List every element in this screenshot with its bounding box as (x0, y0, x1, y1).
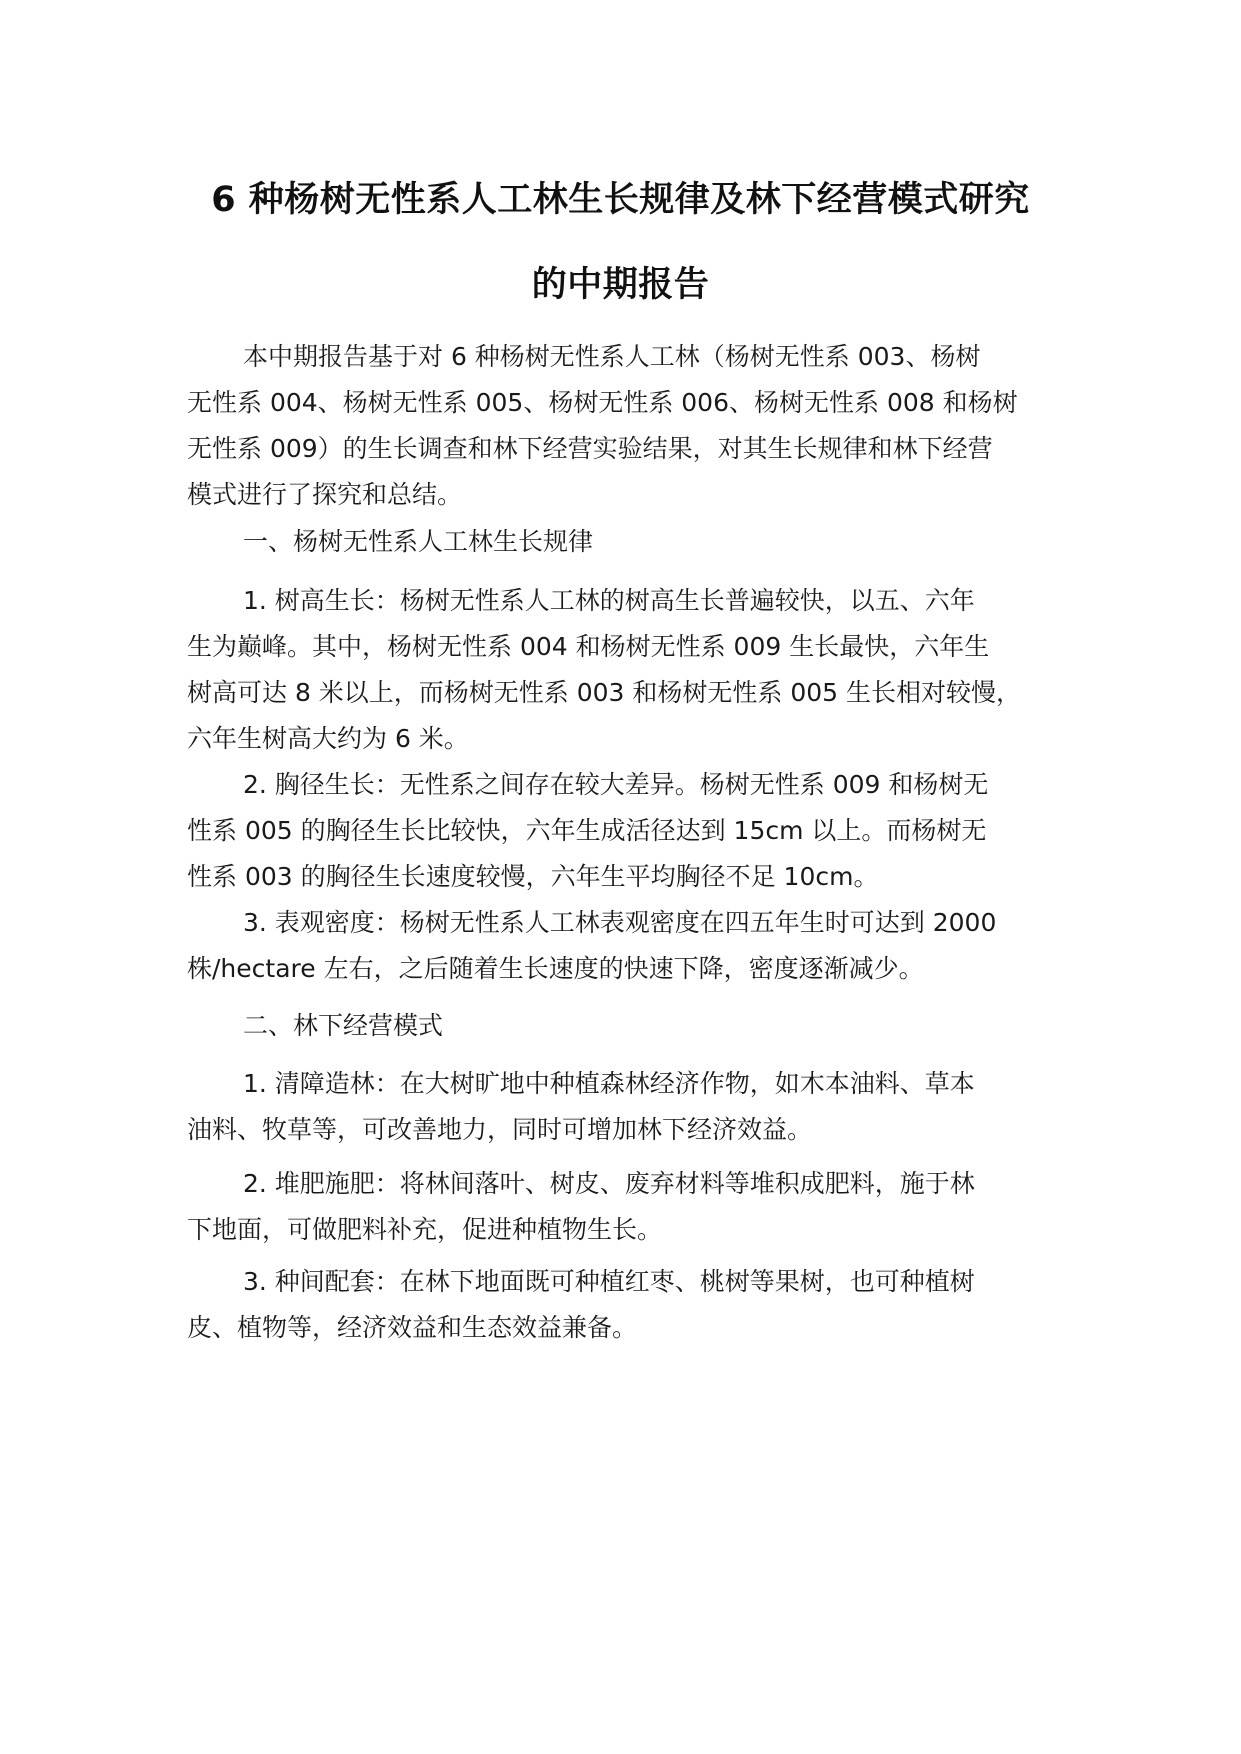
paragraph-line: 3. 表观密度：杨树无性系人工林表观密度在四五年生时可达到 2000 (243, 908, 997, 937)
paragraph-line: 树高可达 8 米以上，而杨树无性系 003 和杨树无性系 005 生长相对较慢， (187, 678, 1022, 707)
section-1-item-2 (187, 762, 1047, 900)
paragraph-line: 性系 005 的胸径生长比较快，六年生成活径达到 15cm 以上。而杨树无 (187, 816, 987, 845)
section-heading-text: 一、杨树无性系人工林生长规律 (243, 527, 594, 556)
intro-line: 本中期报告基于对 6 种杨树无性系人工林（杨树无性系 003、杨树 (243, 342, 981, 371)
paragraph-line: 生为巅峰。其中，杨树无性系 004 和杨树无性系 009 生长最快，六年生 (187, 632, 990, 661)
paragraph-line: 1. 清障造林：在大树旷地中种植森林经济作物，如木本油料、草本 (243, 1069, 975, 1098)
paragraph-line: 六年生树高大约为 6 米。 (187, 724, 469, 753)
document-title-line-1: 6 种杨树无性系人工林生长规律及林下经营模式研究 (211, 180, 1030, 220)
section-1-item-1 (187, 578, 1047, 762)
intro-paragraph (187, 334, 1047, 518)
intro-line: 无性系 009）的生长调查和林下经营实验结果，对其生长规律和林下经营 (187, 434, 993, 463)
paragraph-line: 性系 003 的胸径生长速度较慢，六年生平均胸径不足 10cm。 (187, 862, 879, 891)
paragraph-line: 3. 种间配套：在林下地面既可种植红枣、桃树等果树，也可种植树 (243, 1267, 975, 1296)
paragraph-line: 油料、牧草等，可改善地力，同时可增加林下经济效益。 (187, 1115, 813, 1144)
intro-line: 无性系 004、杨树无性系 005、杨树无性系 006、杨树无性系 008 和杨树 (187, 388, 1018, 417)
section-2-item-1 (187, 1061, 1047, 1153)
document-title-line-2: 的中期报告 (531, 265, 710, 305)
section-1-heading (187, 519, 1047, 565)
section-2-heading (187, 1003, 1047, 1049)
section-heading-text: 二、林下经营模式 (243, 1011, 444, 1040)
section-1-item-3 (187, 900, 1047, 992)
paragraph-line: 皮、植物等，经济效益和生态效益兼备。 (187, 1313, 638, 1342)
intro-line: 模式进行了探究和总结。 (187, 480, 463, 509)
section-2-item-3 (187, 1259, 1047, 1351)
paragraph-line: 2. 胸径生长：无性系之间存在较大差异。杨树无性系 009 和杨树无 (243, 770, 989, 799)
paragraph-line: 2. 堆肥施肥：将林间落叶、树皮、废弃材料等堆积成肥料，施于林 (243, 1169, 975, 1198)
paragraph-line: 下地面，可做肥料补充，促进种植物生长。 (187, 1215, 663, 1244)
paragraph-line: 株/hectare 左右，之后随着生长速度的快速下降，密度逐渐减少。 (187, 954, 924, 983)
section-2-item-2 (187, 1161, 1047, 1253)
paragraph-line: 1. 树高生长：杨树无性系人工林的树高生长普遍较快，以五、六年 (243, 586, 975, 615)
